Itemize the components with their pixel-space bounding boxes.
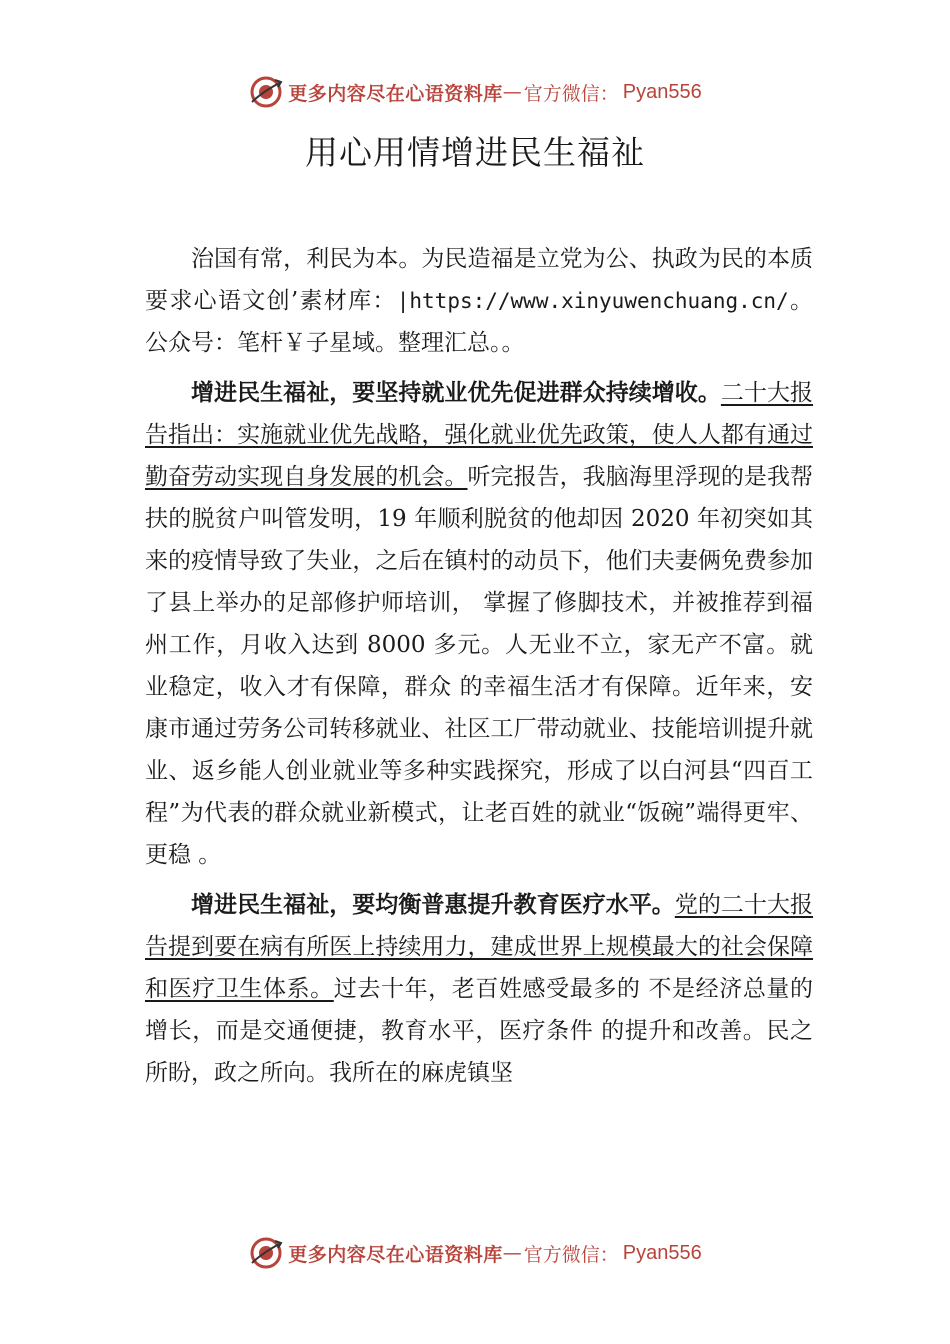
document-title: 用心用情增进民生福祉 (305, 133, 645, 172)
paragraph-lead: 增进民生福祉，要均衡普惠提升教育医疗水平。 (191, 892, 675, 918)
banner-separator: — (502, 81, 522, 103)
document-body (145, 238, 813, 1102)
intro-text: 治国有常，利民为本。为民造福是立党为公、执政为民的本质要求心语文创’素材库： (145, 246, 813, 314)
banner-text: 更多内容尽在心语资料库 (288, 82, 503, 105)
footer-banner (0, 1233, 950, 1273)
brand-logo-icon (248, 1235, 284, 1271)
paragraph-text: 听完报告，我脑海里浮现的是我帮扶的脱贫户叫管发明，19 年顺利脱贫的他却因 2020 年初突如其来的疫情导致了失业，之后在镇村的动员下，他们夫妻俩免费参加了县上举办的足部修护师培训， 掌握了修脚技术，并被推荐到福州工作，月收入达到 8000 多元。人无业不立，家无产不富。就业稳定，收入才有保障，群众 的幸福生活才有保障。近年来，安康市通过劳务公司转移就业、社区工厂带动就业、技能培训提升就业、返乡能人创业就业等多种实践探究，形成了以白河县“四百工程”为代表的群众就业新模式，让老百姓的就业“饭碗”端得更牢、更稳 。 (145, 464, 814, 868)
header-banner (0, 72, 950, 112)
brand-logo-icon (248, 74, 284, 110)
report-quote: 党的二十大报告提到要在病有所医上持续用力，建成世界上规模最大的社会保障和医疗卫生体系。 (145, 892, 814, 1002)
report-quote: 二十大报告指出：实施就业优先战略，强化就业优先政策，使人人都有通过勤奋劳动实现自身发展的机会。 (145, 380, 814, 490)
paragraph-employment (145, 372, 813, 876)
paragraph-lead: 增进民生福祉，要坚持就业优先促进群众持续增收。 (191, 380, 721, 406)
paragraph-intro (145, 238, 813, 364)
banner-label: 官方微信： (523, 82, 619, 105)
banner-text: 更多内容尽在心语资料库 (288, 1243, 503, 1266)
paragraph-text: 过去十年，老百姓感受最多的 不是经济总量的增长，而是交通便捷，教育水平，医疗条件 的提升和改善。民之所盼，政之所向。我所在的麻虎镇坚 (145, 976, 814, 1086)
paragraph-education-health (145, 884, 813, 1094)
banner-label: 官方微信： (523, 1243, 619, 1266)
intro-text-after: 。公众号：笔杆￥子星域。整理汇总。。 (145, 288, 813, 356)
wechat-id: Pyan556 (622, 80, 702, 103)
banner-separator: — (502, 1242, 522, 1264)
wechat-id: Pyan556 (622, 1241, 702, 1264)
source-url: |https://www.xinyuwenchuang.cn/ (396, 289, 789, 313)
